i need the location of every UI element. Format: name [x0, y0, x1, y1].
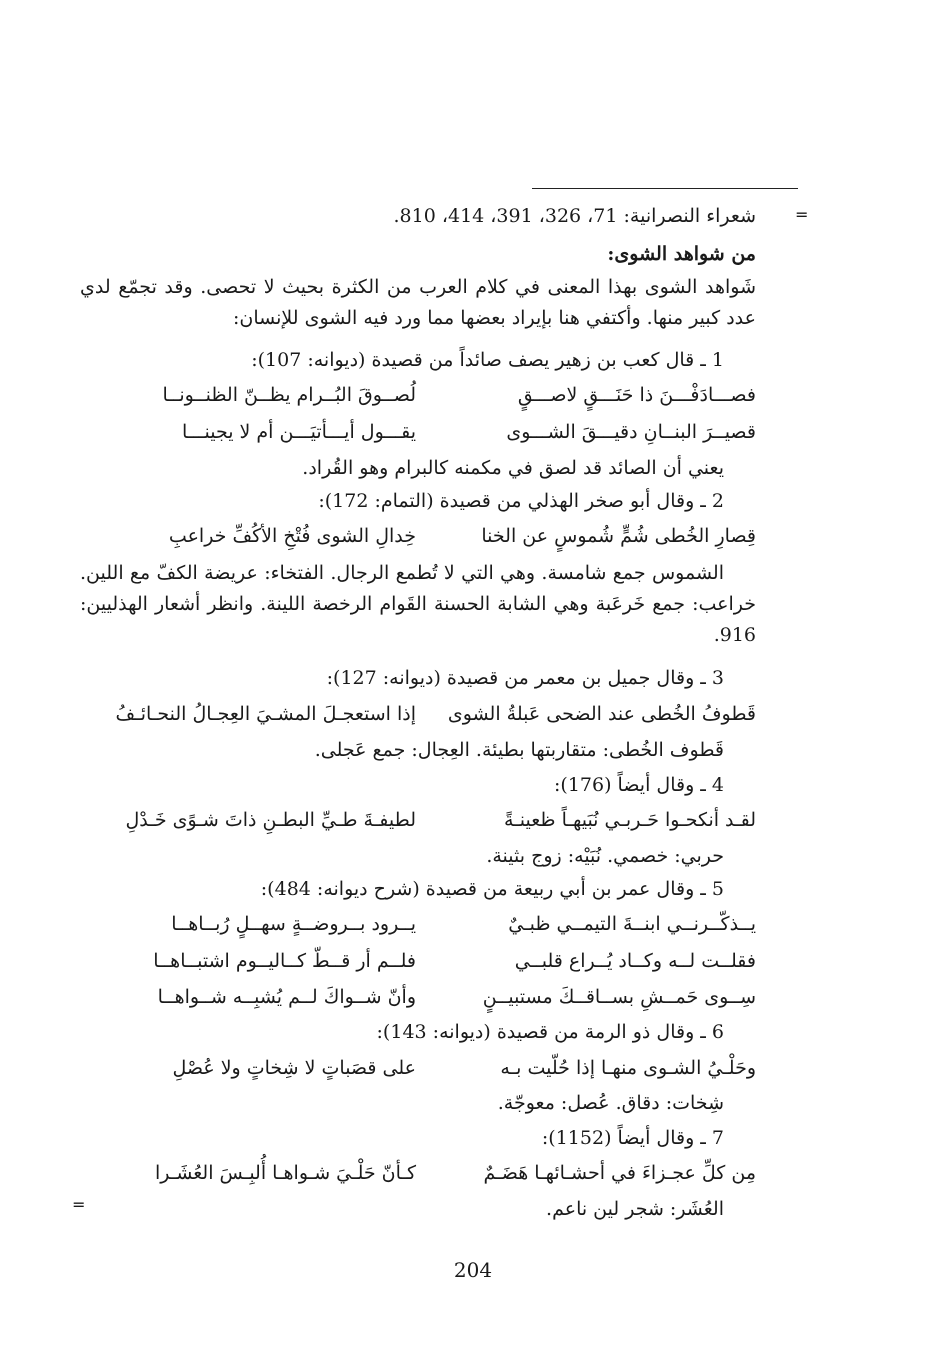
verse-second-hemistich: لُصــوقَ البُــرام يظــنّ الظنــونــا	[162, 384, 416, 406]
footnote-continuation-marker: =	[795, 205, 809, 224]
verse-second-hemistich: فلــم أر قــطّ كــاليــوم اشتبــاهــا	[153, 950, 416, 972]
verse-first-hemistich: فقلــت لــه وكــاد يُــراع قلبــي	[514, 950, 756, 972]
footnote-rule	[532, 188, 798, 189]
item-3-note: قَطوف الخُطى: متقاربتها بطيئة. العِجال: جمع عَجلى.	[314, 739, 724, 761]
verse-first-hemistich: سِــوى حَمــشِ بســاقــكَ مستبيــنٍ	[482, 986, 756, 1008]
item-2-note: الشموس جمع شامسة. وهي التي لا تُطمع الرجال. الفتخاء: عريضة الكفّ مع اللين. خراعب: جمع خَرعَبة وهي الشابة الحسنة القَوام الرخصة اللينة. وانظر أشعار الهذليين: 916.	[80, 562, 756, 646]
verse-second-hemistich: على قصَباتٍ لا شِخاتٍ ولا عُصْلِ	[172, 1057, 416, 1079]
item-3-heading: 3 ـ وقال جميل بن معمر من قصيدة (ديوانه: 127):	[326, 667, 724, 689]
item-2-heading: 2 ـ وقال أبو صخر الهذلي من قصيدة (التمام: 172):	[318, 490, 724, 512]
item-7-note: العُشَر: شجر لين ناعم.	[546, 1198, 724, 1220]
verse-second-hemistich: وأنّ شــواكَ لــم يُشبِــه شــواهــا	[157, 986, 416, 1008]
verse-first-hemistich: قِصارِ الخُطى شُمٍّ شُموسٍ عن الخنا	[481, 525, 756, 547]
item-6-note: شِخات: دقاق. عُصل: معوجّة.	[497, 1092, 724, 1114]
verse-second-hemistich: لطيفـةَ طـيِّ البطـنِ ذاتَ شـوًى خَـدْلِ	[125, 809, 416, 831]
verse-first-hemistich: قَطوفُ الخُطى عند الضحى عَبلةُ الشوى	[447, 703, 756, 725]
verse-first-hemistich: مِن كلِّ عجـزاءَ في أحشـائهـا هَضَـمٌ	[483, 1162, 756, 1184]
verse-second-hemistich: كـأنّ حَلْـيَ شـواهـا أُلبِـسَ العُشَـرا	[154, 1162, 416, 1184]
item-4-note: حربي: خصمي. نُبَيْه: زوج بثينة.	[486, 845, 724, 867]
item-1-heading: 1 ـ قال كعب بن زهير يصف صائداً من قصيدة (ديوانه: 107):	[251, 349, 724, 371]
section-title: من شواهد الشوى:	[607, 243, 756, 265]
verse-first-hemistich: لقـد أنكحـوا حَـربـي نُبَيهـاً ظعينـةً	[504, 809, 756, 831]
continuation-marker: =	[72, 1195, 86, 1214]
page-number: 204	[453, 1258, 493, 1282]
verse-second-hemistich: يقـــول أيـــأتيَـــن أم لا يجينـــا	[181, 421, 416, 443]
intro-paragraph: شَواهد الشوى بهذا المعنى في كلام العرب من الكثرة بحيث لا تحصى. وقد تجمّع لدي عدد كبير منها. وأكتفي هنا بإيراد بعضها مما ورد فيه الشوى للإنسان:	[80, 276, 756, 329]
verse-first-hemistich: فصـــادَفْـــنَ ذا حَنَـــقٍ لاصـــقٍ	[517, 384, 756, 406]
verse-second-hemistich: إذا استعجـلَ المشـيَ العِجـالُ النحـائـفُ	[115, 703, 416, 725]
item-6-heading: 6 ـ وقال ذو الرمة من قصيدة (ديوانه: 143):	[376, 1021, 724, 1043]
verse-second-hemistich: يــرود بــروضــةٍ سهــلٍ رُبــاهــا	[171, 913, 416, 935]
verse-first-hemistich: وحَلْـيُ الشـوى منهـا إذا حُلّيت بـه	[500, 1057, 756, 1079]
verse-first-hemistich: قصيــرَ البنــانِ دقيـــقَ الشـــوى	[506, 421, 756, 443]
item-4-heading: 4 ـ وقال أيضاً (176):	[553, 774, 724, 796]
verse-first-hemistich: يــذكّــرنــي ابنــةَ التيمــي ظبـيٌ	[508, 913, 756, 935]
item-7-heading: 7 ـ وقال أيضاً (1152):	[541, 1127, 724, 1149]
item-5-heading: 5 ـ وقال عمر بن أبي ربيعة من قصيدة (شرح ديوانه: 484):	[260, 878, 724, 900]
footnote-text: شعراء النصرانية: 71، 326، 391، 414، 810.	[393, 205, 756, 227]
item-1-note: يعني أن الصائد قد لصق في مكمنه كالبرام وهو القُراد.	[302, 457, 724, 479]
verse-second-hemistich: خِدالِ الشوى فُتْخِ الأكُفِّ خراعبِ	[168, 525, 416, 547]
